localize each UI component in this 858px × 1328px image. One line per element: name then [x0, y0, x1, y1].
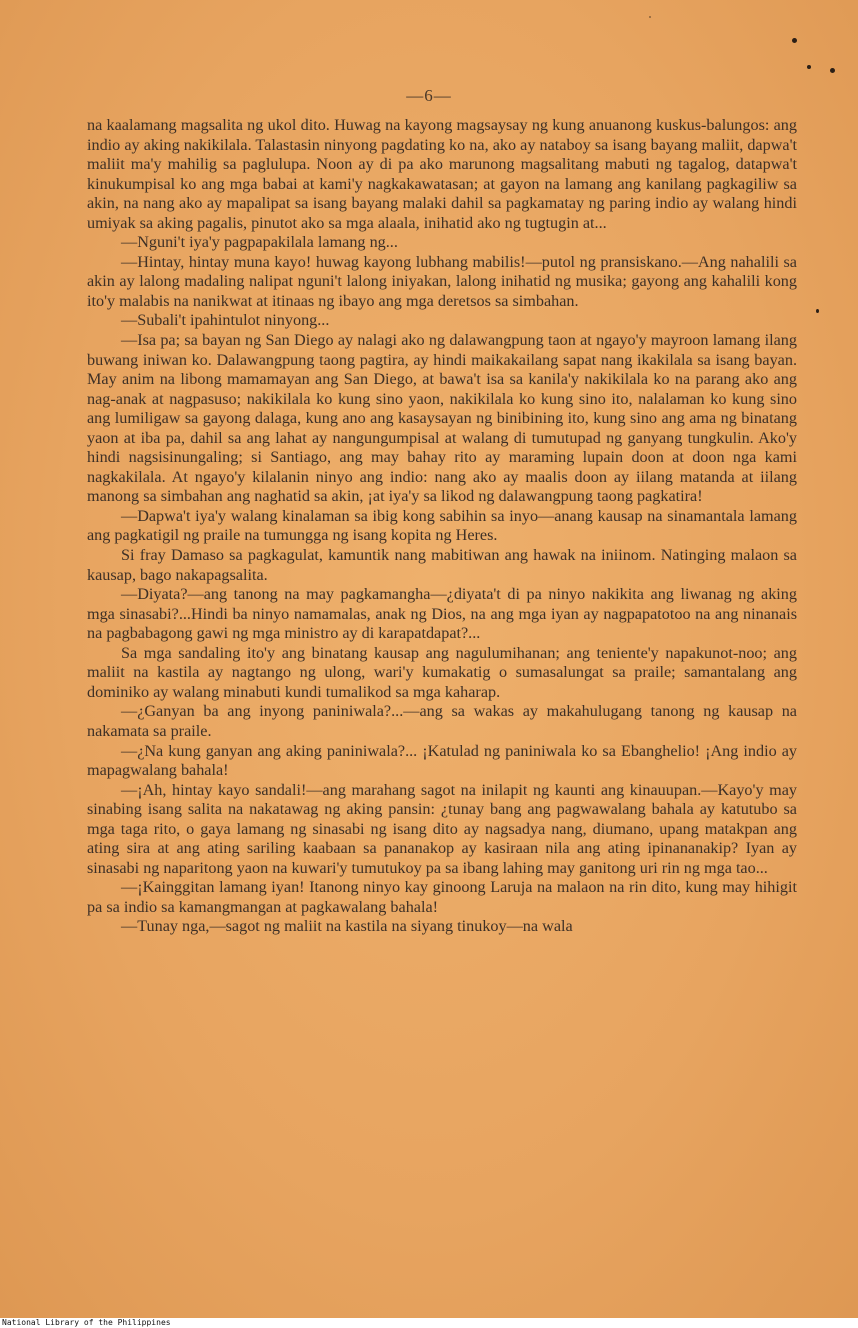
paragraph: —Isa pa; sa bayan ng San Diego ay nalagi ako ng dalawangpung taon at ngayo'y mayroon lamang ilang buwang iniwan ko. Dalawangpung taong pagtira, ay hindi maikakailang sapat nang ikakilala sa isang bayan. May anim na libong mamamayan ang San Diego, at bawa't isa sa kanila'y nakikilala ko na parang ako ang nag-anak at nagpasuso; nakikilala ko kung sino yaon, nakikilala ko kung sino ito, nalalaman ko kung sino ang lumiligaw sa gayong dalaga, kung ano ang kasaysayan ng binibining ito, kung sino ang ama ng binatang yaon at iba pa, dahil sa ang lahat ay nangungumpisal at walang di tumutupad ng ganyang tungkulin. Ako'y hindi nagsisinungaling; si Santiago, ang may bahay rito ay maraming lupain doon at doon nga kami nagkakilala. At ngayo'y kilalanin ninyo ang indio: nang ako ay maalis doon ay iilang matanda at iilang manong sa simbahan ang naghatid sa akin, ¡at iya'y sa likod ng dalawangpung taong pagkatira! [87, 331, 797, 506]
paper-speck [816, 309, 819, 313]
paragraph: —Diyata?—ang tanong na may pagkamangha—¿diyata't di pa ninyo nakikita ang liwanag ng aking mga sinasabi?...Hindi ba ninyo namamalas, anak ng Dios, na ang mga iyan ay nagpapatotoo na ang ninanais na pagbabagong gawi ng mga ministro ay di karapatdapat?... [87, 585, 797, 643]
footer-credit: National Library of the Philippines [2, 1318, 171, 1327]
page-number: —6— [406, 86, 452, 105]
footer [0, 1318, 858, 1328]
paper-speck [649, 16, 651, 18]
paragraph: —¡Ah, hintay kayo sandali!—ang marahang sagot na inilapit ng kaunti ang kinauupan.—Kayo'y may sinabing isang salita na nakatawag ng aking pansin: ¿tunay bang ang pagwawalang bahala ay katutubo sa mga taga rito, o gaya lamang ng sinasabi ng isang dito ay nagsadya nang, diumano, upang matakpan ang ating sira at ang ating sariling kaabaan sa pananakop ay kasiraan nila ang ating ipinananakip? Iyan ay sinasabi ng naparitong yaon na kuwari'y tumutukoy pa sa ibang lahing may ganitong uri rin ng mga tao... [87, 780, 797, 877]
paragraph: —Dapwa't iya'y walang kinalaman sa ibig kong sabihin sa inyo—anang kausap na sinamantala lamang ang pagkatigil ng praile na tumungga ng isang kopita ng Heres. [87, 506, 797, 545]
paragraph: —Tunay nga,—sagot ng maliit na kastila na siyang tinukoy—na wala [121, 917, 573, 936]
paragraph: —¡Kainggitan lamang iyan! Itanong ninyo kay ginoong Laruja na malaon na rin dito, kung may hihigit pa sa indio sa kamangmangan at pagkawalang bahala! [87, 878, 797, 916]
paragraph: Si fray Damaso sa pagkagulat, kamuntik nang mabitiwan ang hawak na iniinom. Natinging malaon sa kausap, bago nakapagsalita. [87, 546, 797, 584]
paper-speck [792, 38, 797, 43]
paper-speck [830, 68, 835, 73]
paragraph: —Nguni't iya'y pagpapakilala lamang ng... [121, 233, 398, 252]
paragraph: Sa mga sandaling ito'y ang binatang kausap ang nagulumihanan; ang teniente'y napakunot-noo; ang maliit na kastila ay nagtango ng ulong, wari'y kumakatig o sumasalungat sa praile; samantalang ang dominiko ay walang minabuti kundi tumalikod sa mga kaharap. [87, 643, 797, 701]
paragraph: na kaalamang magsalita ng ukol dito. Huwag na kayong magsaysay ng kung anuanong kuskus-balungos: ang indio ay aking nakikilala. Talastasin ninyong pagdating ko na, ako ay nataboy sa isang bayang maliit, dapwa't maliit ma'y mahilig sa paglulupa. Noon ay di pa ako marunong magsalitang mabuti ng tagalog, datapwa't kinukumpisal ko ang mga babai at kami'y nagkakawatasan; at gayon na lamang ang kanilang pagkagiliw sa akin, na nang ako ay mapalipat sa isang bayang malaki dahil sa pagkamatay ng paring indio ay walang hindi umiyak sa aking pagalis, pinutot ako sa mga alaala, inihatid ako ng tugtugin at... [87, 116, 797, 232]
paragraph: —¿Ganyan ba ang inyong paniniwala?...—ang sa wakas ay makahulugang tanong ng kausap na nakamata sa praile. [87, 702, 797, 740]
paragraph: —Subali't ipahintulot ninyong... [121, 311, 330, 330]
body-text [87, 116, 797, 937]
paragraph: —Hintay, hintay muna kayo! huwag kayong lubhang mabilis!—putol ng pransiskano.—Ang nahalili sa akin ay lalong madaling nalipat nguni't lalong iniyakan, lalong inihatid ng musika; gayong ang kahalili kong ito'y malabis na nanikwat at itinaas ng ibayo ang mga deretsos sa simbahan. [87, 252, 797, 310]
paragraph: —¿Na kung ganyan ang aking paniniwala?... ¡Katulad ng paniniwala ko sa Ebanghelio! ¡Ang indio ay mapagwalang bahala! [87, 741, 797, 780]
paper-speck [807, 65, 811, 69]
